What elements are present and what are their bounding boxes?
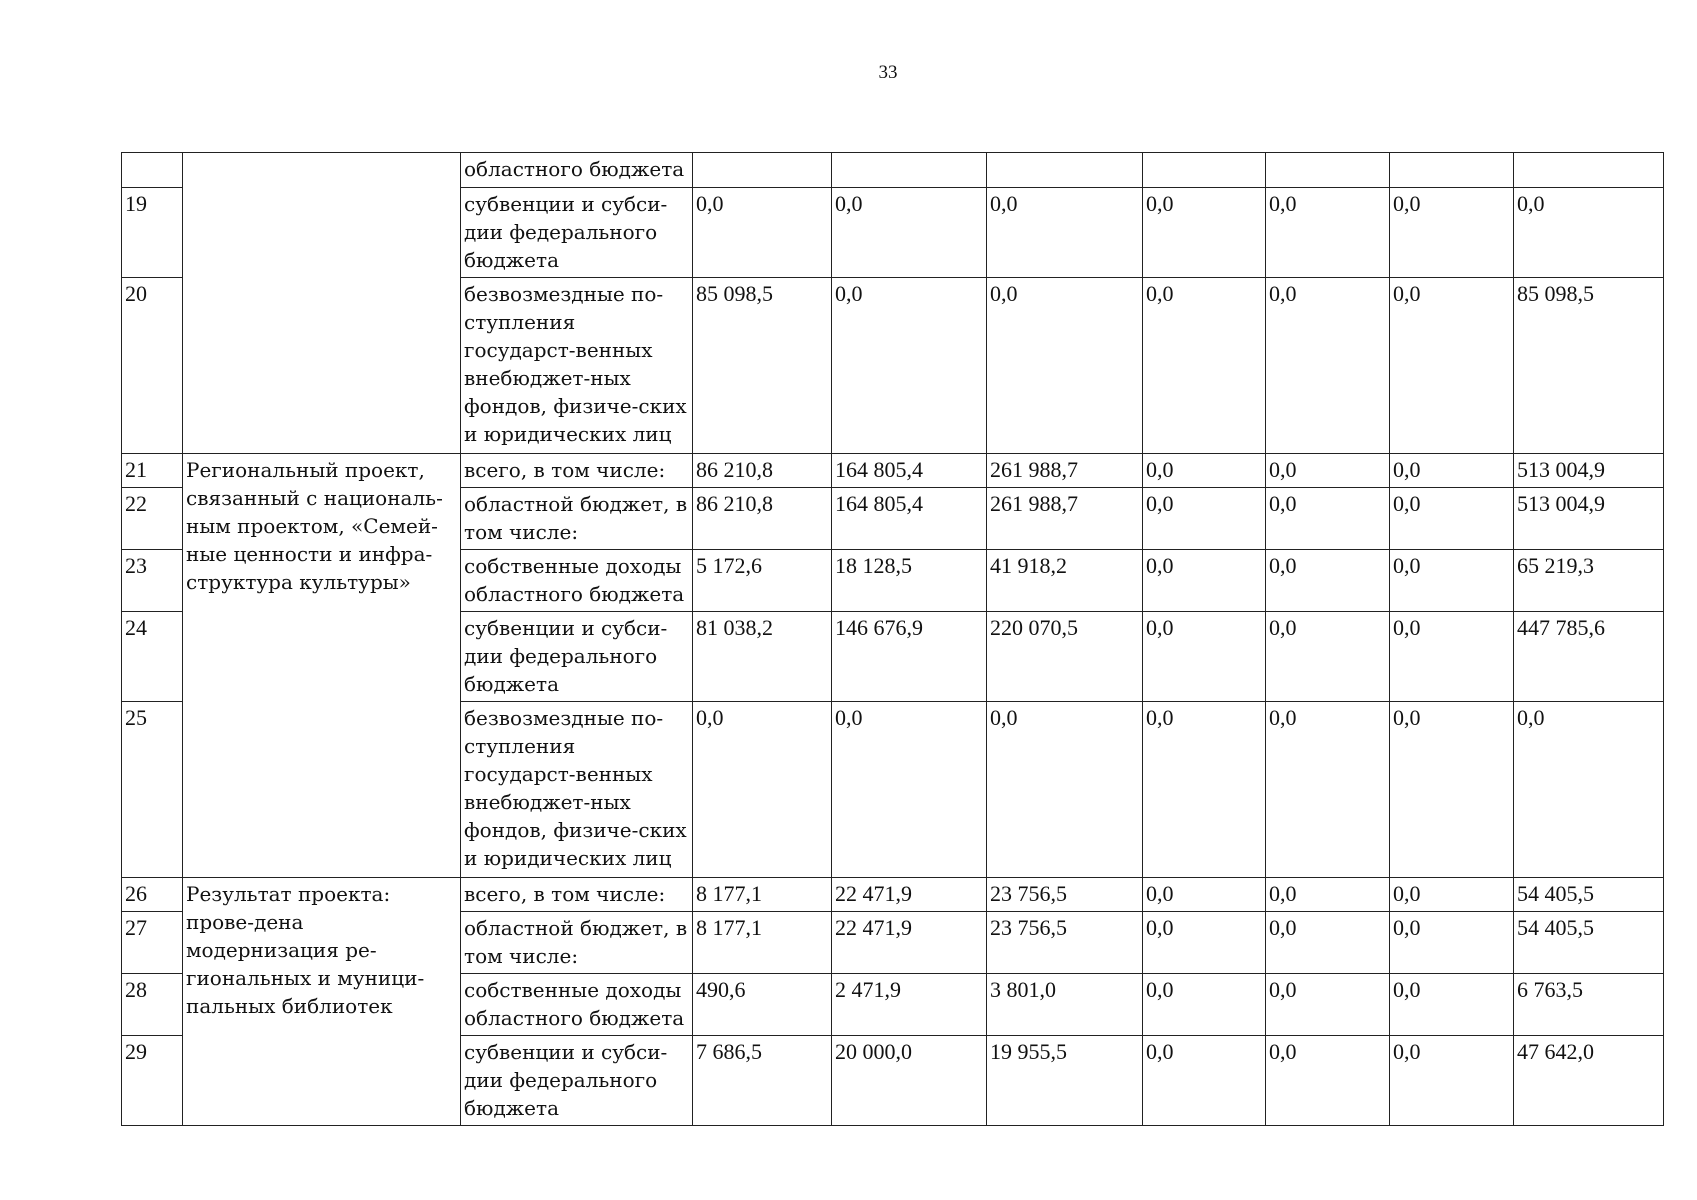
value-cell: 54 405,5 bbox=[1514, 912, 1664, 974]
value-cell: 8 177,1 bbox=[693, 878, 832, 912]
value-cell: 164 805,4 bbox=[832, 454, 987, 488]
project-name-cell: Региональный проект, связанный с националь-ным проектом, «Семей-ные ценности и инфра-структура культуры» bbox=[183, 454, 461, 878]
value-cell: 447 785,6 bbox=[1514, 612, 1664, 702]
value-cell: 0,0 bbox=[1143, 1036, 1266, 1126]
funding-source-cell: собственные доходы областного бюджета bbox=[461, 974, 693, 1036]
value-cell: 0,0 bbox=[1390, 912, 1514, 974]
value-cell: 0,0 bbox=[693, 188, 832, 278]
value-cell: 0,0 bbox=[1266, 278, 1390, 454]
table-row bbox=[122, 878, 1664, 912]
row-number-cell: 21 bbox=[122, 454, 183, 488]
value-cell: 0,0 bbox=[1143, 974, 1266, 1036]
value-cell: 0,0 bbox=[1390, 878, 1514, 912]
value-cell: 19 955,5 bbox=[987, 1036, 1143, 1126]
value-cell: 6 763,5 bbox=[1514, 974, 1664, 1036]
project-name-cell bbox=[183, 153, 461, 454]
row-number-cell: 28 bbox=[122, 974, 183, 1036]
funding-source-cell: областной бюджет, в том числе: bbox=[461, 912, 693, 974]
value-cell bbox=[1514, 153, 1664, 188]
value-cell: 0,0 bbox=[1143, 878, 1266, 912]
value-cell: 261 988,7 bbox=[987, 454, 1143, 488]
row-number-cell bbox=[122, 153, 183, 188]
value-cell: 0,0 bbox=[1266, 612, 1390, 702]
value-cell: 23 756,5 bbox=[987, 912, 1143, 974]
value-cell: 0,0 bbox=[1143, 188, 1266, 278]
funding-source-cell: областного бюджета bbox=[461, 153, 693, 188]
value-cell: 0,0 bbox=[1143, 454, 1266, 488]
value-cell: 86 210,8 bbox=[693, 488, 832, 550]
value-cell: 47 642,0 bbox=[1514, 1036, 1664, 1126]
value-cell: 513 004,9 bbox=[1514, 488, 1664, 550]
value-cell: 164 805,4 bbox=[832, 488, 987, 550]
value-cell: 0,0 bbox=[1390, 702, 1514, 878]
value-cell: 81 038,2 bbox=[693, 612, 832, 702]
row-number-cell: 23 bbox=[122, 550, 183, 612]
value-cell: 0,0 bbox=[1143, 612, 1266, 702]
page-number: 33 bbox=[878, 62, 898, 83]
value-cell: 0,0 bbox=[1266, 974, 1390, 1036]
budget-table bbox=[121, 152, 1664, 1126]
row-number-cell: 22 bbox=[122, 488, 183, 550]
value-cell: 22 471,9 bbox=[832, 912, 987, 974]
value-cell: 0,0 bbox=[1143, 278, 1266, 454]
value-cell: 86 210,8 bbox=[693, 454, 832, 488]
value-cell: 0,0 bbox=[1390, 278, 1514, 454]
row-number-cell: 27 bbox=[122, 912, 183, 974]
value-cell: 0,0 bbox=[1143, 912, 1266, 974]
value-cell: 0,0 bbox=[1390, 188, 1514, 278]
value-cell: 220 070,5 bbox=[987, 612, 1143, 702]
value-cell: 20 000,0 bbox=[832, 1036, 987, 1126]
value-cell: 18 128,5 bbox=[832, 550, 987, 612]
funding-source-cell: безвозмездные по-ступления государст-венных внебюджет-ных фондов, физиче-ских и юридических лиц bbox=[461, 702, 693, 878]
value-cell: 0,0 bbox=[693, 702, 832, 878]
value-cell: 513 004,9 bbox=[1514, 454, 1664, 488]
value-cell: 0,0 bbox=[1390, 974, 1514, 1036]
value-cell: 0,0 bbox=[987, 278, 1143, 454]
value-cell: 0,0 bbox=[1514, 702, 1664, 878]
table-row bbox=[122, 454, 1664, 488]
value-cell: 23 756,5 bbox=[987, 878, 1143, 912]
funding-source-cell: всего, в том числе: bbox=[461, 454, 693, 488]
value-cell: 85 098,5 bbox=[693, 278, 832, 454]
value-cell: 0,0 bbox=[1266, 550, 1390, 612]
value-cell: 2 471,9 bbox=[832, 974, 987, 1036]
row-number-cell: 19 bbox=[122, 188, 183, 278]
value-cell: 0,0 bbox=[1390, 488, 1514, 550]
project-name-cell: Результат проекта: прове-дена модернизация ре-гиональных и муници-пальных библиотек bbox=[183, 878, 461, 1126]
row-number-cell: 25 bbox=[122, 702, 183, 878]
value-cell bbox=[832, 153, 987, 188]
value-cell: 0,0 bbox=[1390, 612, 1514, 702]
value-cell: 3 801,0 bbox=[987, 974, 1143, 1036]
value-cell: 0,0 bbox=[1143, 550, 1266, 612]
value-cell: 54 405,5 bbox=[1514, 878, 1664, 912]
funding-source-cell: областной бюджет, в том числе: bbox=[461, 488, 693, 550]
value-cell: 0,0 bbox=[1266, 912, 1390, 974]
value-cell: 0,0 bbox=[1266, 1036, 1390, 1126]
value-cell: 0,0 bbox=[987, 702, 1143, 878]
value-cell: 0,0 bbox=[1390, 454, 1514, 488]
value-cell: 0,0 bbox=[1266, 188, 1390, 278]
value-cell: 41 918,2 bbox=[987, 550, 1143, 612]
value-cell bbox=[1390, 153, 1514, 188]
value-cell: 0,0 bbox=[1266, 702, 1390, 878]
value-cell: 0,0 bbox=[832, 188, 987, 278]
value-cell bbox=[693, 153, 832, 188]
row-number-cell: 20 bbox=[122, 278, 183, 454]
value-cell: 0,0 bbox=[987, 188, 1143, 278]
value-cell: 490,6 bbox=[693, 974, 832, 1036]
value-cell: 0,0 bbox=[1514, 188, 1664, 278]
funding-source-cell: субвенции и субси-дии федерального бюджета bbox=[461, 188, 693, 278]
value-cell: 0,0 bbox=[1266, 454, 1390, 488]
value-cell: 22 471,9 bbox=[832, 878, 987, 912]
value-cell: 7 686,5 bbox=[693, 1036, 832, 1126]
value-cell: 85 098,5 bbox=[1514, 278, 1664, 454]
value-cell bbox=[1143, 153, 1266, 188]
value-cell: 0,0 bbox=[832, 702, 987, 878]
row-number-cell: 29 bbox=[122, 1036, 183, 1126]
value-cell: 5 172,6 bbox=[693, 550, 832, 612]
value-cell: 65 219,3 bbox=[1514, 550, 1664, 612]
table-body bbox=[122, 153, 1664, 1126]
row-number-cell: 26 bbox=[122, 878, 183, 912]
value-cell: 0,0 bbox=[1143, 488, 1266, 550]
value-cell: 0,0 bbox=[832, 278, 987, 454]
value-cell: 146 676,9 bbox=[832, 612, 987, 702]
value-cell bbox=[987, 153, 1143, 188]
row-number-cell: 24 bbox=[122, 612, 183, 702]
funding-source-cell: безвозмездные по-ступления государст-венных внебюджет-ных фондов, физиче-ских и юридических лиц bbox=[461, 278, 693, 454]
value-cell: 8 177,1 bbox=[693, 912, 832, 974]
value-cell: 261 988,7 bbox=[987, 488, 1143, 550]
value-cell: 0,0 bbox=[1266, 878, 1390, 912]
funding-source-cell: субвенции и субси-дии федерального бюджета bbox=[461, 612, 693, 702]
value-cell: 0,0 bbox=[1390, 1036, 1514, 1126]
value-cell: 0,0 bbox=[1266, 488, 1390, 550]
value-cell: 0,0 bbox=[1143, 702, 1266, 878]
value-cell: 0,0 bbox=[1390, 550, 1514, 612]
funding-source-cell: собственные доходы областного бюджета bbox=[461, 550, 693, 612]
value-cell bbox=[1266, 153, 1390, 188]
funding-source-cell: субвенции и субси-дии федерального бюджета bbox=[461, 1036, 693, 1126]
table-row bbox=[122, 153, 1664, 188]
funding-source-cell: всего, в том числе: bbox=[461, 878, 693, 912]
